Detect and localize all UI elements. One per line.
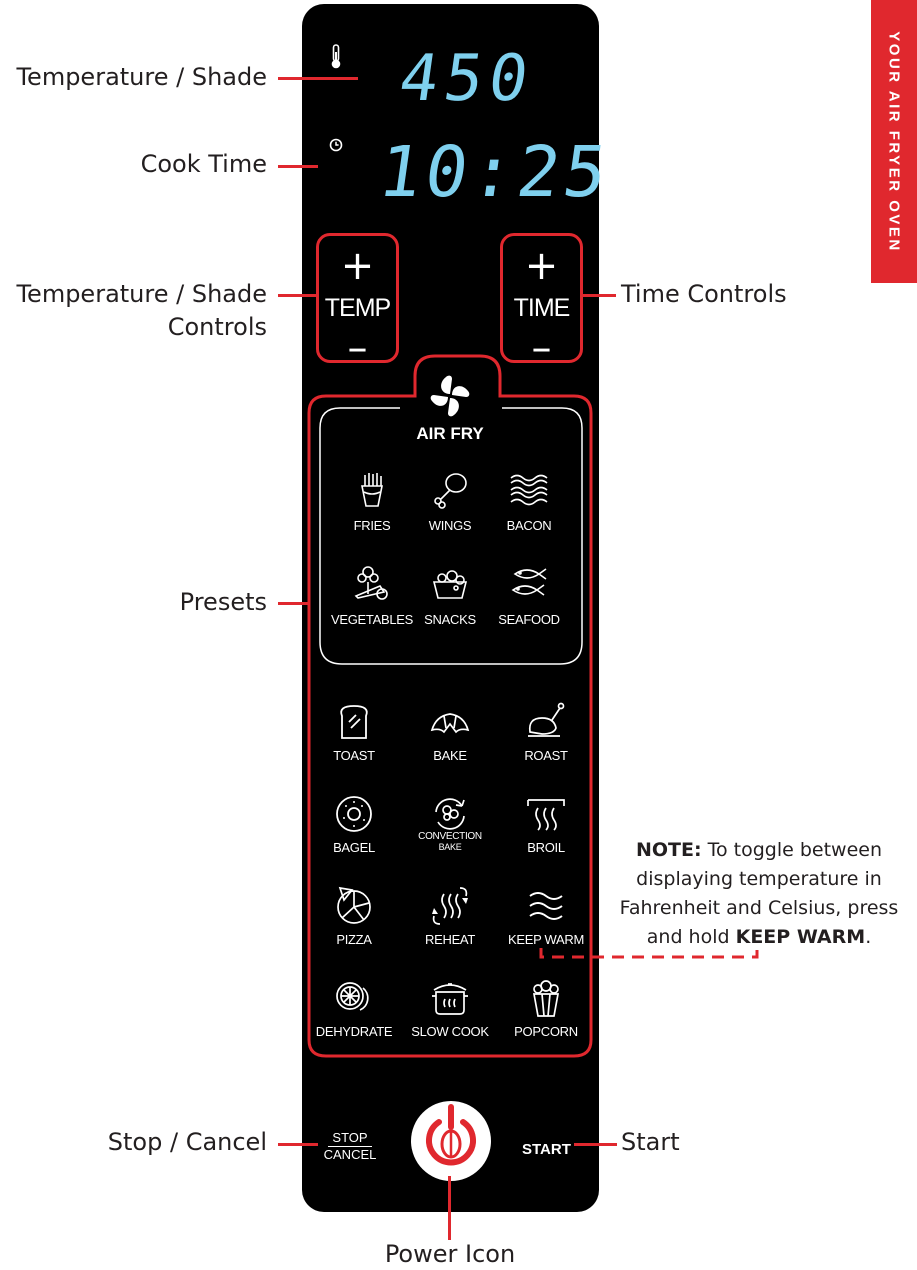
vegetables-icon	[352, 564, 392, 604]
control-panel	[302, 4, 616, 1212]
callout-time-controls: Time Controls	[621, 280, 787, 308]
leader-line	[278, 1143, 318, 1146]
preset-label: SNACKS	[424, 612, 476, 627]
dashed-connector	[535, 948, 765, 962]
preset-bacon[interactable]	[481, 470, 577, 560]
side-tab-label: YOUR AIR FRYER OVEN	[885, 30, 903, 253]
leader-line	[278, 294, 318, 297]
leader-line	[583, 294, 616, 297]
preset-label: VEGETABLES	[330, 612, 413, 627]
preset-pizza[interactable]	[306, 886, 402, 976]
preset-broil[interactable]	[498, 794, 594, 884]
preset-label: BAKE	[433, 748, 467, 763]
preset-reheat[interactable]	[402, 886, 498, 976]
note-prefix: NOTE:	[635, 839, 702, 861]
stop-cancel-button[interactable]	[320, 1130, 380, 1162]
preset-label: DEHYDRATE	[315, 1024, 393, 1039]
preset-sublabel: BAKE	[438, 842, 462, 852]
roast-chicken-icon	[526, 702, 566, 742]
callout-temp-controls-line1: Temperature / Shade	[16, 280, 267, 308]
preset-bagel[interactable]	[306, 794, 402, 884]
fries-icon	[352, 470, 392, 510]
callout-temperature-shade: Temperature / Shade	[16, 63, 267, 91]
preset-label: ROAST	[524, 748, 568, 763]
fish-icon	[509, 564, 549, 604]
bacon-icon	[509, 470, 549, 510]
preset-convection-bake[interactable]	[402, 794, 498, 884]
preset-label: KEEP WARM	[507, 932, 585, 947]
temp-plus-button[interactable]: +	[340, 243, 375, 289]
pizza-icon	[334, 886, 374, 926]
time-label: TIME	[513, 294, 570, 322]
dehydrate-icon	[334, 978, 374, 1018]
preset-label: FRIES	[353, 518, 391, 533]
callout-temp-controls-line2: Controls	[167, 313, 267, 341]
callout-presets: Presets	[179, 588, 267, 616]
leader-line	[448, 1176, 451, 1240]
toast-icon	[334, 702, 374, 742]
side-tab	[871, 0, 917, 283]
preset-label: SLOW COOK	[411, 1024, 489, 1039]
preset-label: PIZZA	[336, 932, 372, 947]
preset-toast[interactable]	[306, 702, 402, 792]
leader-line	[278, 77, 358, 80]
callout-stop-cancel: Stop / Cancel	[107, 1128, 267, 1156]
preset-roast[interactable]	[498, 702, 594, 792]
croissant-icon	[430, 702, 470, 742]
temperature-display: 450	[394, 42, 539, 116]
air-fry-label: AIR FRY	[416, 424, 484, 443]
leader-line	[574, 1143, 617, 1146]
snacks-icon	[430, 564, 470, 604]
pot-icon	[430, 978, 470, 1018]
preset-dehydrate[interactable]	[306, 978, 402, 1068]
preset-label: SEAFOOD	[498, 612, 560, 627]
keep-warm-icon	[526, 886, 566, 926]
preset-label: TOAST	[333, 748, 375, 763]
temp-label: TEMP	[324, 294, 391, 322]
callout-cook-time: Cook Time	[140, 150, 267, 178]
preset-bake[interactable]	[402, 702, 498, 792]
preset-keep-warm[interactable]	[498, 886, 594, 976]
note-keyword: KEEP WARM	[735, 926, 866, 948]
preset-label: BACON	[506, 518, 552, 533]
reheat-icon	[430, 886, 470, 926]
preset-seafood[interactable]	[481, 564, 577, 654]
leader-line	[278, 602, 309, 605]
time-minus-button[interactable]: –	[531, 325, 552, 371]
preset-label: BAGEL	[333, 840, 375, 855]
cancel-label: CANCEL	[323, 1147, 377, 1162]
preset-label: POPCORN	[514, 1024, 578, 1039]
convection-icon	[430, 794, 470, 834]
leader-line	[278, 165, 318, 168]
start-button[interactable]: START	[522, 1141, 571, 1158]
temp-minus-button[interactable]: –	[347, 325, 368, 371]
time-display: 10:25	[373, 131, 616, 213]
time-plus-button[interactable]: +	[524, 243, 559, 289]
preset-label: BROIL	[527, 840, 565, 855]
preset-slow-cook[interactable]	[402, 978, 498, 1068]
note	[600, 836, 917, 952]
drumstick-icon	[430, 470, 470, 510]
preset-label: WINGS	[428, 518, 472, 533]
bagel-icon	[334, 794, 374, 834]
preset-label: REHEAT	[425, 932, 475, 947]
note-text: To toggle between displaying temperature in Fahrenheit and Celsius, press and hold	[619, 839, 899, 948]
callout-start: Start	[621, 1128, 680, 1156]
note-suffix: .	[865, 926, 872, 948]
preset-label: CONVECTION	[418, 831, 482, 842]
fan-icon	[426, 373, 474, 419]
callout-power-icon: Power Icon	[384, 1240, 516, 1268]
broil-icon	[526, 794, 566, 834]
power-button[interactable]	[410, 1100, 492, 1182]
popcorn-icon	[526, 978, 566, 1018]
stop-label: STOP	[332, 1130, 368, 1145]
preset-popcorn[interactable]	[498, 978, 594, 1068]
